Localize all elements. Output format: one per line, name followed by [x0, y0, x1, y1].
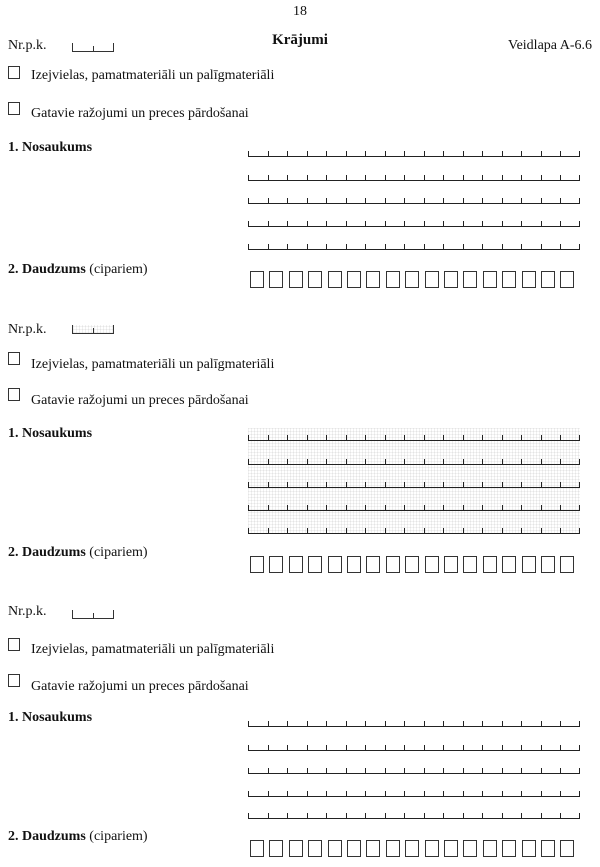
digit-box[interactable]: [502, 840, 516, 857]
cell-tick: [424, 813, 425, 819]
cell-tick: [346, 721, 347, 727]
cell-tick: [365, 745, 366, 751]
cell-tick: [365, 768, 366, 774]
cell-tick: [443, 721, 444, 727]
cell-tick: [365, 721, 366, 727]
cell-tick: [443, 791, 444, 797]
cell-tick: [560, 813, 561, 819]
cell-tick: [463, 768, 464, 774]
raw-materials-label: Izejvielas, pamatmateriāli un palīgmateriāli: [31, 642, 275, 657]
cell-tick: [579, 768, 580, 774]
cell-tick: [443, 745, 444, 751]
cell-tick: [424, 745, 425, 751]
cell-tick: [463, 745, 464, 751]
cell-tick: [579, 721, 580, 727]
cell-tick: [248, 813, 249, 819]
digit-box[interactable]: [522, 840, 536, 857]
cell-tick: [502, 745, 503, 751]
cell-tick: [346, 791, 347, 797]
cell-tick: [502, 813, 503, 819]
cell-tick: [404, 745, 405, 751]
cell-tick: [463, 791, 464, 797]
digit-box[interactable]: [289, 840, 303, 857]
cell-tick: [385, 745, 386, 751]
cell-tick: [463, 721, 464, 727]
cell-tick: [502, 791, 503, 797]
cell-tick: [541, 721, 542, 727]
cell-tick: [287, 745, 288, 751]
cell-tick: [326, 721, 327, 727]
cell-tick: [287, 813, 288, 819]
name-label: 1. Nosaukums: [8, 426, 93, 441]
raw-materials-label: Izejvielas, pamatmateriāli un palīgmateriāli: [31, 68, 275, 83]
cell-tick: [560, 768, 561, 774]
cell-tick: [326, 768, 327, 774]
cell-tick: [521, 745, 522, 751]
cell-tick: [365, 791, 366, 797]
cell-tick: [521, 768, 522, 774]
raw-materials-checkbox[interactable]: [8, 638, 20, 651]
cell-tick: [424, 768, 425, 774]
cell-tick: [404, 813, 405, 819]
nr-label: Nr.p.k.: [8, 322, 47, 337]
cell-tick: [248, 745, 249, 751]
digit-box[interactable]: [328, 840, 342, 857]
name-line: [248, 810, 580, 819]
cell-tick: [404, 721, 405, 727]
name-label: 1. Nosaukums: [8, 140, 93, 155]
cell-tick: [385, 721, 386, 727]
cell-tick: [502, 768, 503, 774]
digit-box[interactable]: [250, 840, 264, 857]
cell-tick: [579, 791, 580, 797]
cell-tick: [346, 768, 347, 774]
cell-tick: [579, 813, 580, 819]
cell-tick: [365, 813, 366, 819]
cell-tick: [424, 791, 425, 797]
finished-goods-label: Gatavie ražojumi un preces pārdošanai: [31, 106, 249, 121]
cell-tick: [307, 768, 308, 774]
nr-label: Nr.p.k.: [8, 604, 47, 619]
cell-tick: [248, 791, 249, 797]
cell-tick: [482, 791, 483, 797]
cell-tick: [482, 745, 483, 751]
cell-tick: [287, 768, 288, 774]
cell-tick: [326, 791, 327, 797]
cell-tick: [482, 768, 483, 774]
digit-box[interactable]: [386, 840, 400, 857]
cell-tick: [307, 721, 308, 727]
cell-tick: [579, 745, 580, 751]
name-line: [248, 765, 580, 774]
cell-tick: [443, 813, 444, 819]
cell-tick: [541, 813, 542, 819]
finished-goods-checkbox[interactable]: [8, 674, 20, 687]
cell-tick: [482, 813, 483, 819]
cell-tick: [541, 768, 542, 774]
cell-tick: [560, 791, 561, 797]
cell-tick: [443, 768, 444, 774]
digit-box[interactable]: [366, 840, 380, 857]
quantity-label: 2. Daudzums (cipariem): [8, 829, 148, 844]
digit-box[interactable]: [425, 840, 439, 857]
finished-goods-label: Gatavie ražojumi un preces pārdošanai: [31, 393, 249, 408]
digit-box[interactable]: [483, 840, 497, 857]
cell-tick: [541, 745, 542, 751]
digit-box[interactable]: [444, 840, 458, 857]
digit-box[interactable]: [463, 840, 477, 857]
quantity-digit-boxes[interactable]: [250, 840, 582, 857]
cell-tick: [482, 721, 483, 727]
form-id: Veidlapa A-6.6: [508, 38, 592, 53]
cell-tick: [521, 791, 522, 797]
cell-tick: [248, 768, 249, 774]
name-label: 1. Nosaukums: [8, 710, 93, 725]
cell-tick: [385, 813, 386, 819]
digit-box[interactable]: [405, 840, 419, 857]
cell-tick: [541, 791, 542, 797]
page-title: Krājumi: [272, 32, 328, 48]
cell-tick: [248, 721, 249, 727]
cell-tick: [287, 791, 288, 797]
raw-materials-label: Izejvielas, pamatmateriāli un palīgmateriāli: [31, 357, 275, 372]
cell-tick: [463, 813, 464, 819]
cell-tick: [268, 791, 269, 797]
cell-tick: [560, 745, 561, 751]
digit-box[interactable]: [269, 840, 283, 857]
digit-box[interactable]: [541, 840, 555, 857]
nr-field[interactable]: [72, 610, 114, 619]
cell-tick: [268, 813, 269, 819]
cell-tick: [346, 813, 347, 819]
cell-tick: [521, 813, 522, 819]
quantity-label: 2. Daudzums (cipariem): [8, 545, 148, 560]
page-number: 18: [293, 4, 307, 19]
cell-tick: [326, 745, 327, 751]
cell-tick: [268, 721, 269, 727]
cell-tick: [268, 768, 269, 774]
digit-box[interactable]: [308, 840, 322, 857]
cell-tick: [404, 768, 405, 774]
digit-box[interactable]: [347, 840, 361, 857]
quantity-label: 2. Daudzums (cipariem): [8, 262, 148, 277]
cell-tick: [424, 721, 425, 727]
cell-tick: [385, 768, 386, 774]
cell-tick: [287, 721, 288, 727]
name-line: [248, 788, 580, 797]
cell-tick: [268, 745, 269, 751]
name-field[interactable]: [248, 714, 580, 820]
cell-tick: [307, 813, 308, 819]
cell-tick: [560, 721, 561, 727]
cell-tick: [307, 745, 308, 751]
cell-tick: [326, 813, 327, 819]
finished-goods-label: Gatavie ražojumi un preces pārdošanai: [31, 679, 249, 694]
name-line: [248, 742, 580, 751]
cell-tick: [521, 721, 522, 727]
name-line: [248, 718, 580, 727]
cell-tick: [404, 791, 405, 797]
cell-tick: [502, 721, 503, 727]
cell-tick: [307, 791, 308, 797]
cell-tick: [385, 791, 386, 797]
nr-label: Nr.p.k.: [8, 38, 47, 53]
cell-tick: [346, 745, 347, 751]
digit-box[interactable]: [560, 840, 574, 857]
